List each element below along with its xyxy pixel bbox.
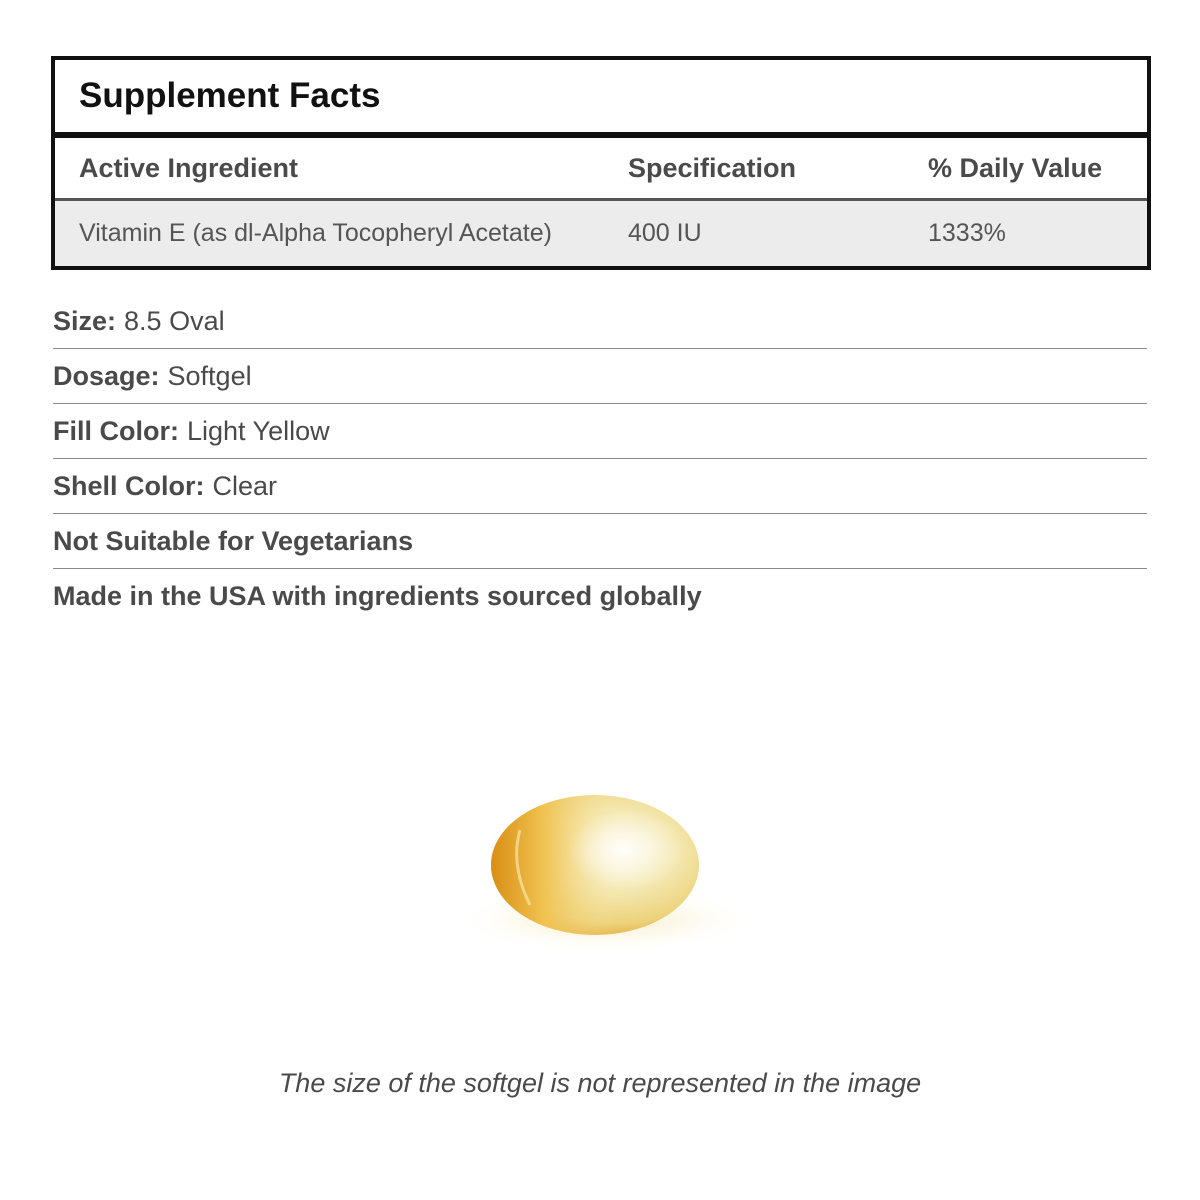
detail-size-label: Size:: [53, 305, 117, 336]
ingredient-name: Vitamin E (as dl-Alpha Tocopheryl Acetate): [79, 219, 552, 247]
product-details-list: [53, 294, 1147, 624]
size-disclaimer: The size of the softgel is not represented in the image: [278, 1068, 922, 1098]
supplement-facts-table: [51, 56, 1151, 270]
softgel-icon: [440, 770, 760, 970]
detail-shell-color-label: Shell Color:: [53, 470, 205, 501]
facts-header-row: [55, 138, 1147, 201]
detail-dosage-label: Dosage:: [53, 360, 160, 391]
detail-vegetarian-note: Not Suitable for Vegetarians: [53, 514, 1147, 569]
table-row: [55, 201, 1147, 266]
detail-origin-note: Made in the USA with ingredients sourced globally: [53, 581, 702, 611]
detail-size: [53, 294, 1147, 349]
ingredient-daily-value: 1333%: [928, 219, 1006, 247]
supplement-facts-title: Supplement Facts: [55, 60, 1147, 138]
detail-fill-color-label: Fill Color:: [53, 415, 179, 446]
detail-fill-color-value: Light Yellow: [186, 415, 330, 446]
header-active-ingredient: Active Ingredient: [79, 152, 299, 183]
detail-size-value: 8.5 Oval: [124, 305, 225, 336]
header-specification: Specification: [628, 152, 797, 183]
softgel-capsule-image: [440, 770, 760, 970]
detail-dosage-value: Softgel: [167, 360, 252, 391]
header-daily-value: % Daily Value: [928, 152, 1103, 183]
detail-dosage: [53, 349, 1147, 404]
detail-shell-color-value: Clear: [212, 470, 278, 501]
detail-shell-color: [53, 459, 1147, 514]
ingredient-specification: 400 IU: [628, 219, 702, 247]
detail-fill-color: [53, 404, 1147, 459]
